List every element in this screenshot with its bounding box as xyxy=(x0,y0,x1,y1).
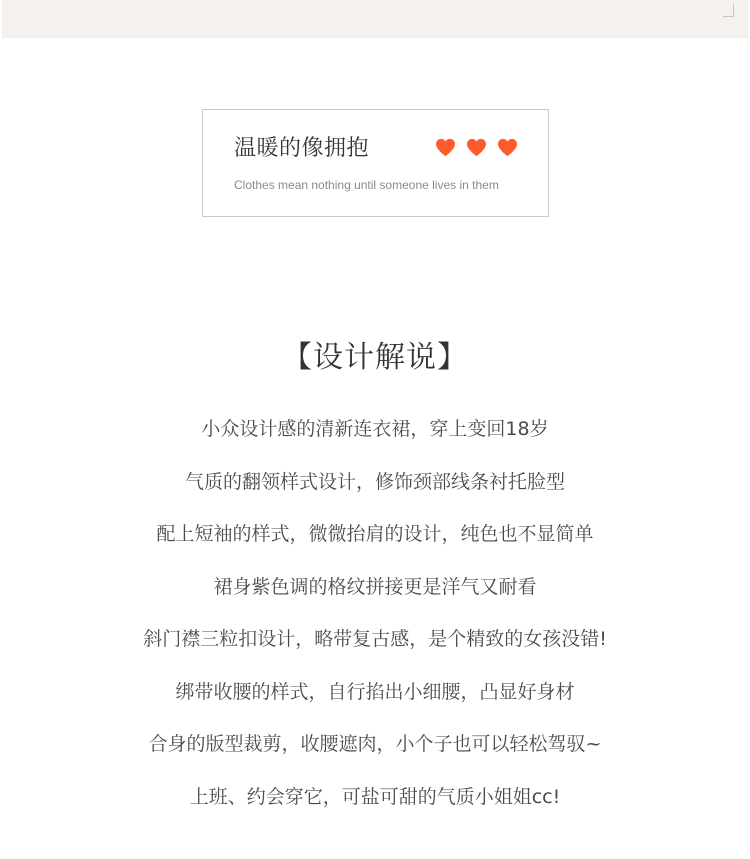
heart-icon xyxy=(466,138,487,157)
heart-icon xyxy=(435,138,456,157)
description-line: 裙身紫色调的格纹拼接更是洋气又耐看 xyxy=(213,575,537,598)
description-list xyxy=(0,410,750,830)
description-line: 合身的版型裁剪，收腰遮肉，小个子也可以轻松驾驭~ xyxy=(148,733,602,755)
corner-bracket-icon xyxy=(723,4,734,17)
card-subtitle: Clothes mean nothing until someone lives in them xyxy=(234,178,499,192)
description-line: 上班、约会穿它，可盐可甜的气质小姐姐cc! xyxy=(189,785,561,808)
heart-icon xyxy=(497,138,518,157)
description-line: 小众设计感的清新连衣裙，穿上变回18岁 xyxy=(201,418,549,440)
tagline-card xyxy=(202,109,549,217)
description-line: 绑带收腰的样式，自行掐出小细腰，凸显好身材 xyxy=(175,680,575,703)
section-title: 【设计解说】 xyxy=(282,340,468,375)
description-line: 配上短袖的样式，微微抬肩的设计，纯色也不显简单 xyxy=(156,523,594,545)
description-line: 气质的翻领样式设计，修饰颈部线条衬托脸型 xyxy=(184,470,565,493)
hearts-row xyxy=(435,138,518,157)
card-title: 温暖的像拥抱 xyxy=(234,136,370,161)
top-banner-strip xyxy=(2,0,748,38)
description-line: 斜门襟三粒扣设计，略带复古感，是个精致的女孩没错! xyxy=(143,628,607,650)
